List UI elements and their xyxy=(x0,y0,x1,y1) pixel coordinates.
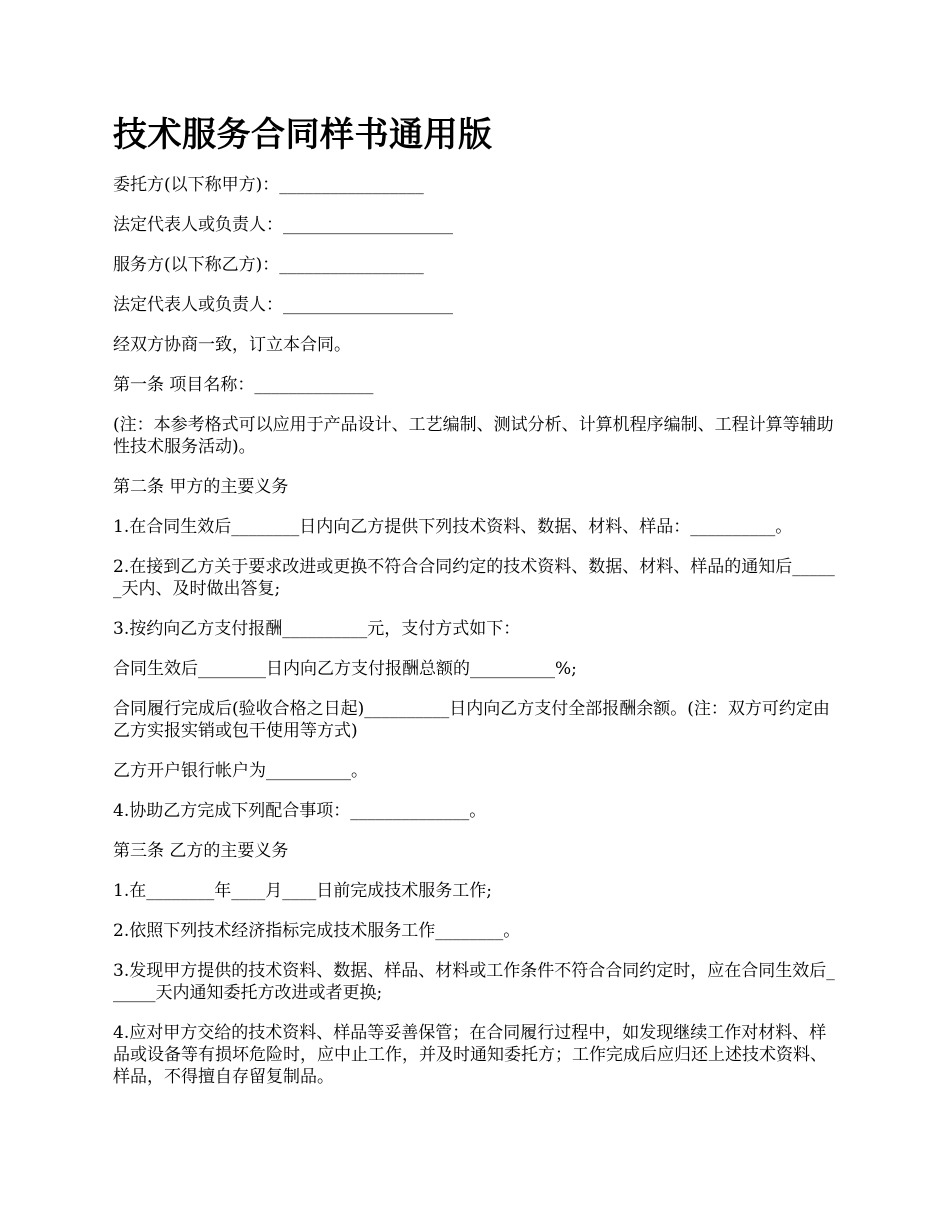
article-3-item-2: 2.依照下列技术经济指标完成技术服务工作________。 xyxy=(113,921,521,941)
article-3-item-4: 4.应对甲方交给的技术资料、样品等妥善保管；在合同履行过程中，如发现继续工作对材料、样品或设备等有损坏危险时，应中止工作，并及时通知委托方；工作完成后应归还上述技术资料、样品，不得擅自存留复制品。 xyxy=(113,1023,827,1087)
page-title: 技术服务合同样书通用版 xyxy=(113,115,493,155)
article-2-item-4: 4.协助乙方完成下列配合事项：______________。 xyxy=(113,801,487,821)
article-2-heading: 第二条 甲方的主要义务 xyxy=(113,477,289,497)
article-3-item-1: 1.在________年____月____日前完成技术服务工作; xyxy=(113,881,492,901)
article-3-heading: 第三条 乙方的主要义务 xyxy=(113,841,289,861)
article-2-item-1: 1.在合同生效后________日内向乙方提供下列技术资料、数据、材料、样品：__________。 xyxy=(113,517,793,537)
article-1-heading: 第一条 项目名称：______________ xyxy=(113,375,374,395)
article-3-item-3: 3.发现甲方提供的技术资料、数据、样品、材料或工作条件不符合合同约定时，应在合同生效后______天内通知委托方改进或者更换; xyxy=(113,961,835,1003)
article-1-note: (注：本参考格式可以应用于产品设计、工艺编制、测试分析、计算机程序编制、工程计算等辅助性技术服务活动)。 xyxy=(113,415,834,457)
document-page xyxy=(113,110,843,1106)
party-b-line: 服务方(以下称乙方)：_________________ xyxy=(113,255,424,275)
article-2-item-3: 3.按约向乙方支付报酬__________元，支付方式如下： xyxy=(113,619,521,639)
party-a-representative-line: 法定代表人或负责人：____________________ xyxy=(113,215,453,235)
article-2-item-2: 2.在接到乙方关于要求改进或更换不符合合同约定的技术资料、数据、材料、样品的通知后______天内、及时做出答复; xyxy=(113,557,835,599)
party-a-line: 委托方(以下称甲方)：_________________ xyxy=(113,175,424,195)
bank-account-line: 乙方开户银行帐户为__________。 xyxy=(113,761,368,781)
party-b-representative-line: 法定代表人或负责人：____________________ xyxy=(113,295,453,315)
payment-term-2: 合同履行完成后(验收合格之日起)__________日内向乙方支付全部报酬余额。(注：双方可约定由乙方实报实销或包干使用等方式) xyxy=(113,699,830,741)
agreement-statement: 经双方协商一致，订立本合同。 xyxy=(113,335,351,355)
payment-term-1: 合同生效后________日内向乙方支付报酬总额的__________%; xyxy=(113,659,577,679)
